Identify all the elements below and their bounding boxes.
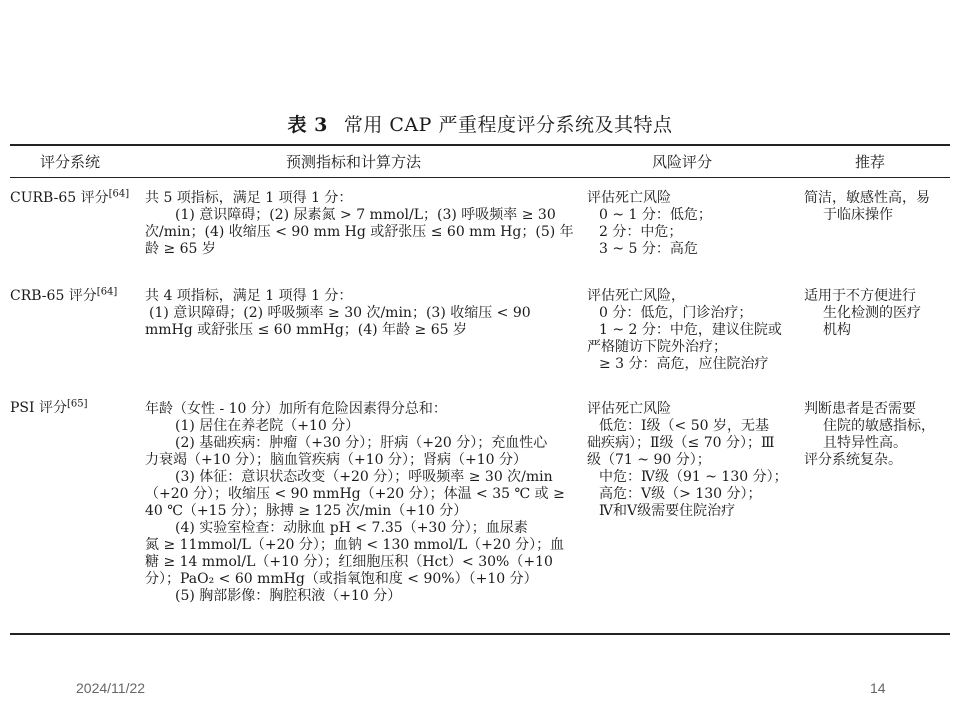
text-line: mmHg 或舒张压 ≤ 60 mmHg；(4) 年龄 ≥ 65 岁 xyxy=(145,322,467,338)
text-line: 糖 ≥ 14 mmol/L（+10 分）；红细胞压积（Hct）< 30%（+10 xyxy=(145,554,553,570)
text-line: （+20 分）；收缩压 < 90 mmHg（+20 分）；体温 < 35 ℃ 或 ≥ xyxy=(145,486,565,502)
citation-ref: [64] xyxy=(96,286,118,298)
table-caption: 常用 CAP 严重程度评分系统及其特点 xyxy=(343,114,673,136)
text-line: (1) 居住在养老院（+10 分） xyxy=(175,418,360,434)
text-line: 适用于不方便进行 xyxy=(804,288,916,304)
table-row-crb65-recommendation xyxy=(804,288,921,339)
table-number: 表 3 xyxy=(287,114,328,136)
table-bottom-rule xyxy=(10,633,950,635)
text-line: 判断患者是否需要 xyxy=(804,401,916,417)
text-line: 且特异性高。 xyxy=(823,435,907,451)
table-row-curb65-risk xyxy=(587,190,712,258)
footer-page-number: 14 xyxy=(870,680,886,696)
text-line: (2) 基础疾病：肿瘤（+30 分）；肝病（+20 分）；充血性心 xyxy=(175,435,548,451)
table-row-psi-recommendation xyxy=(804,401,935,469)
text-line: 0 ~ 1 分：低危； xyxy=(599,207,712,223)
header-scoring-system: 评分系统 xyxy=(40,153,101,171)
text-line: 2 分：中危； xyxy=(599,224,683,240)
text-line: 共 5 项指标，满足 1 项得 1 分： xyxy=(145,190,353,206)
table-header-rule xyxy=(10,177,950,178)
text-line: 3 ~ 5 分：高危 xyxy=(599,241,698,257)
table-row-psi-indicators xyxy=(145,401,565,605)
text-line: (1) 意识障碍；(2) 呼吸频率 ≥ 30 次/min；(3) 收缩压 < 90 xyxy=(149,305,531,321)
table-title xyxy=(0,110,960,137)
text-line: 生化检测的医疗 xyxy=(823,305,921,321)
table-row-curb65-recommendation xyxy=(804,190,930,224)
table-row-crb65-system: CRB-65 评分[64] xyxy=(10,286,118,304)
text-line: 力衰竭（+10 分）；脑血管疾病（+10 分）；肾病（+10 分） xyxy=(145,452,527,468)
text-line: 龄 ≥ 65 岁 xyxy=(145,241,216,257)
text-line: 评分系统复杂。 xyxy=(804,452,902,468)
text-line: 级（71 ~ 90 分）； xyxy=(587,452,711,468)
table-row-crb65-risk xyxy=(587,288,782,373)
text-line: ≥ 3 分：高危，应住院治疗 xyxy=(599,356,769,372)
text-line: 评估死亡风险 xyxy=(587,190,671,206)
citation-ref: [65] xyxy=(67,398,88,410)
text-line: 年龄（女性 - 10 分）加所有危险因素得分总和： xyxy=(145,401,447,417)
text-line: 低危：Ⅰ级（< 50 岁，无基 xyxy=(599,418,769,434)
text-line: Ⅳ和Ⅴ级需要住院治疗 xyxy=(599,503,736,519)
text-line: 础疾病）；Ⅱ级（≤ 70 分）；Ⅲ xyxy=(587,435,775,451)
citation-ref: [64] xyxy=(108,188,130,200)
text-line: 简洁，敏感性高，易 xyxy=(804,190,930,206)
table-row-curb65-system: CURB-65 评分[64] xyxy=(10,188,130,206)
table-row-psi-system: PSI 评分[65] xyxy=(10,398,88,416)
header-risk-score: 风险评分 xyxy=(652,153,713,171)
text-line: 共 4 项指标，满足 1 项得 1 分： xyxy=(145,288,353,304)
text-line: 住院的敏感指标， xyxy=(823,418,935,434)
table-row-crb65-indicators xyxy=(145,288,531,339)
text-line: 次/min；(4) 收缩压 < 90 mm Hg 或舒张压 ≤ 60 mm Hg；(5) 年 xyxy=(145,224,574,240)
text-line: 评估死亡风险， xyxy=(587,288,685,304)
header-indicators: 预测指标和计算方法 xyxy=(286,153,422,171)
text-line: 40 ℃（+15 分）；脉搏 ≥ 125 次/min（+10 分） xyxy=(145,503,468,519)
table-row-curb65-indicators xyxy=(145,190,574,258)
text-line: 机构 xyxy=(823,322,851,338)
text-line: 氮 ≥ 11mmol/L（+20 分）；血钠 < 130 mmol/L（+20 分）；血 xyxy=(145,537,565,553)
text-line: (4) 实验室检查：动脉血 pH < 7.35（+30 分）；血尿素 xyxy=(175,520,528,536)
text-line: 0 分：低危，门诊治疗； xyxy=(599,305,753,321)
text-line: 于临床操作 xyxy=(823,207,893,223)
table-top-rule xyxy=(10,144,950,146)
footer-date: 2024/11/22 xyxy=(76,680,146,696)
text-line: 分）；PaO₂ < 60 mmHg（或指氧饱和度 < 90%）（+10 分） xyxy=(145,571,538,587)
table-row-psi-risk xyxy=(587,401,788,520)
text-line: (1) 意识障碍；(2) 尿素氮 > 7 mmol/L；(3) 呼吸频率 ≥ 30 xyxy=(175,207,556,223)
text-line: 1 ~ 2 分：中危，建议住院或 xyxy=(599,322,782,338)
header-recommendation: 推荐 xyxy=(855,153,886,171)
text-line: 评估死亡风险 xyxy=(587,401,671,417)
text-line: 严格随访下院外治疗； xyxy=(587,339,727,355)
text-line: 中危：Ⅳ级（91 ~ 130 分）； xyxy=(599,469,788,485)
text-line: (3) 体征：意识状态改变（+20 分）；呼吸频率 ≥ 30 次/min xyxy=(175,469,553,485)
text-line: 高危：Ⅴ级（> 130 分）； xyxy=(599,486,762,502)
text-line: (5) 胸部影像：胸腔积液（+10 分） xyxy=(175,588,402,604)
